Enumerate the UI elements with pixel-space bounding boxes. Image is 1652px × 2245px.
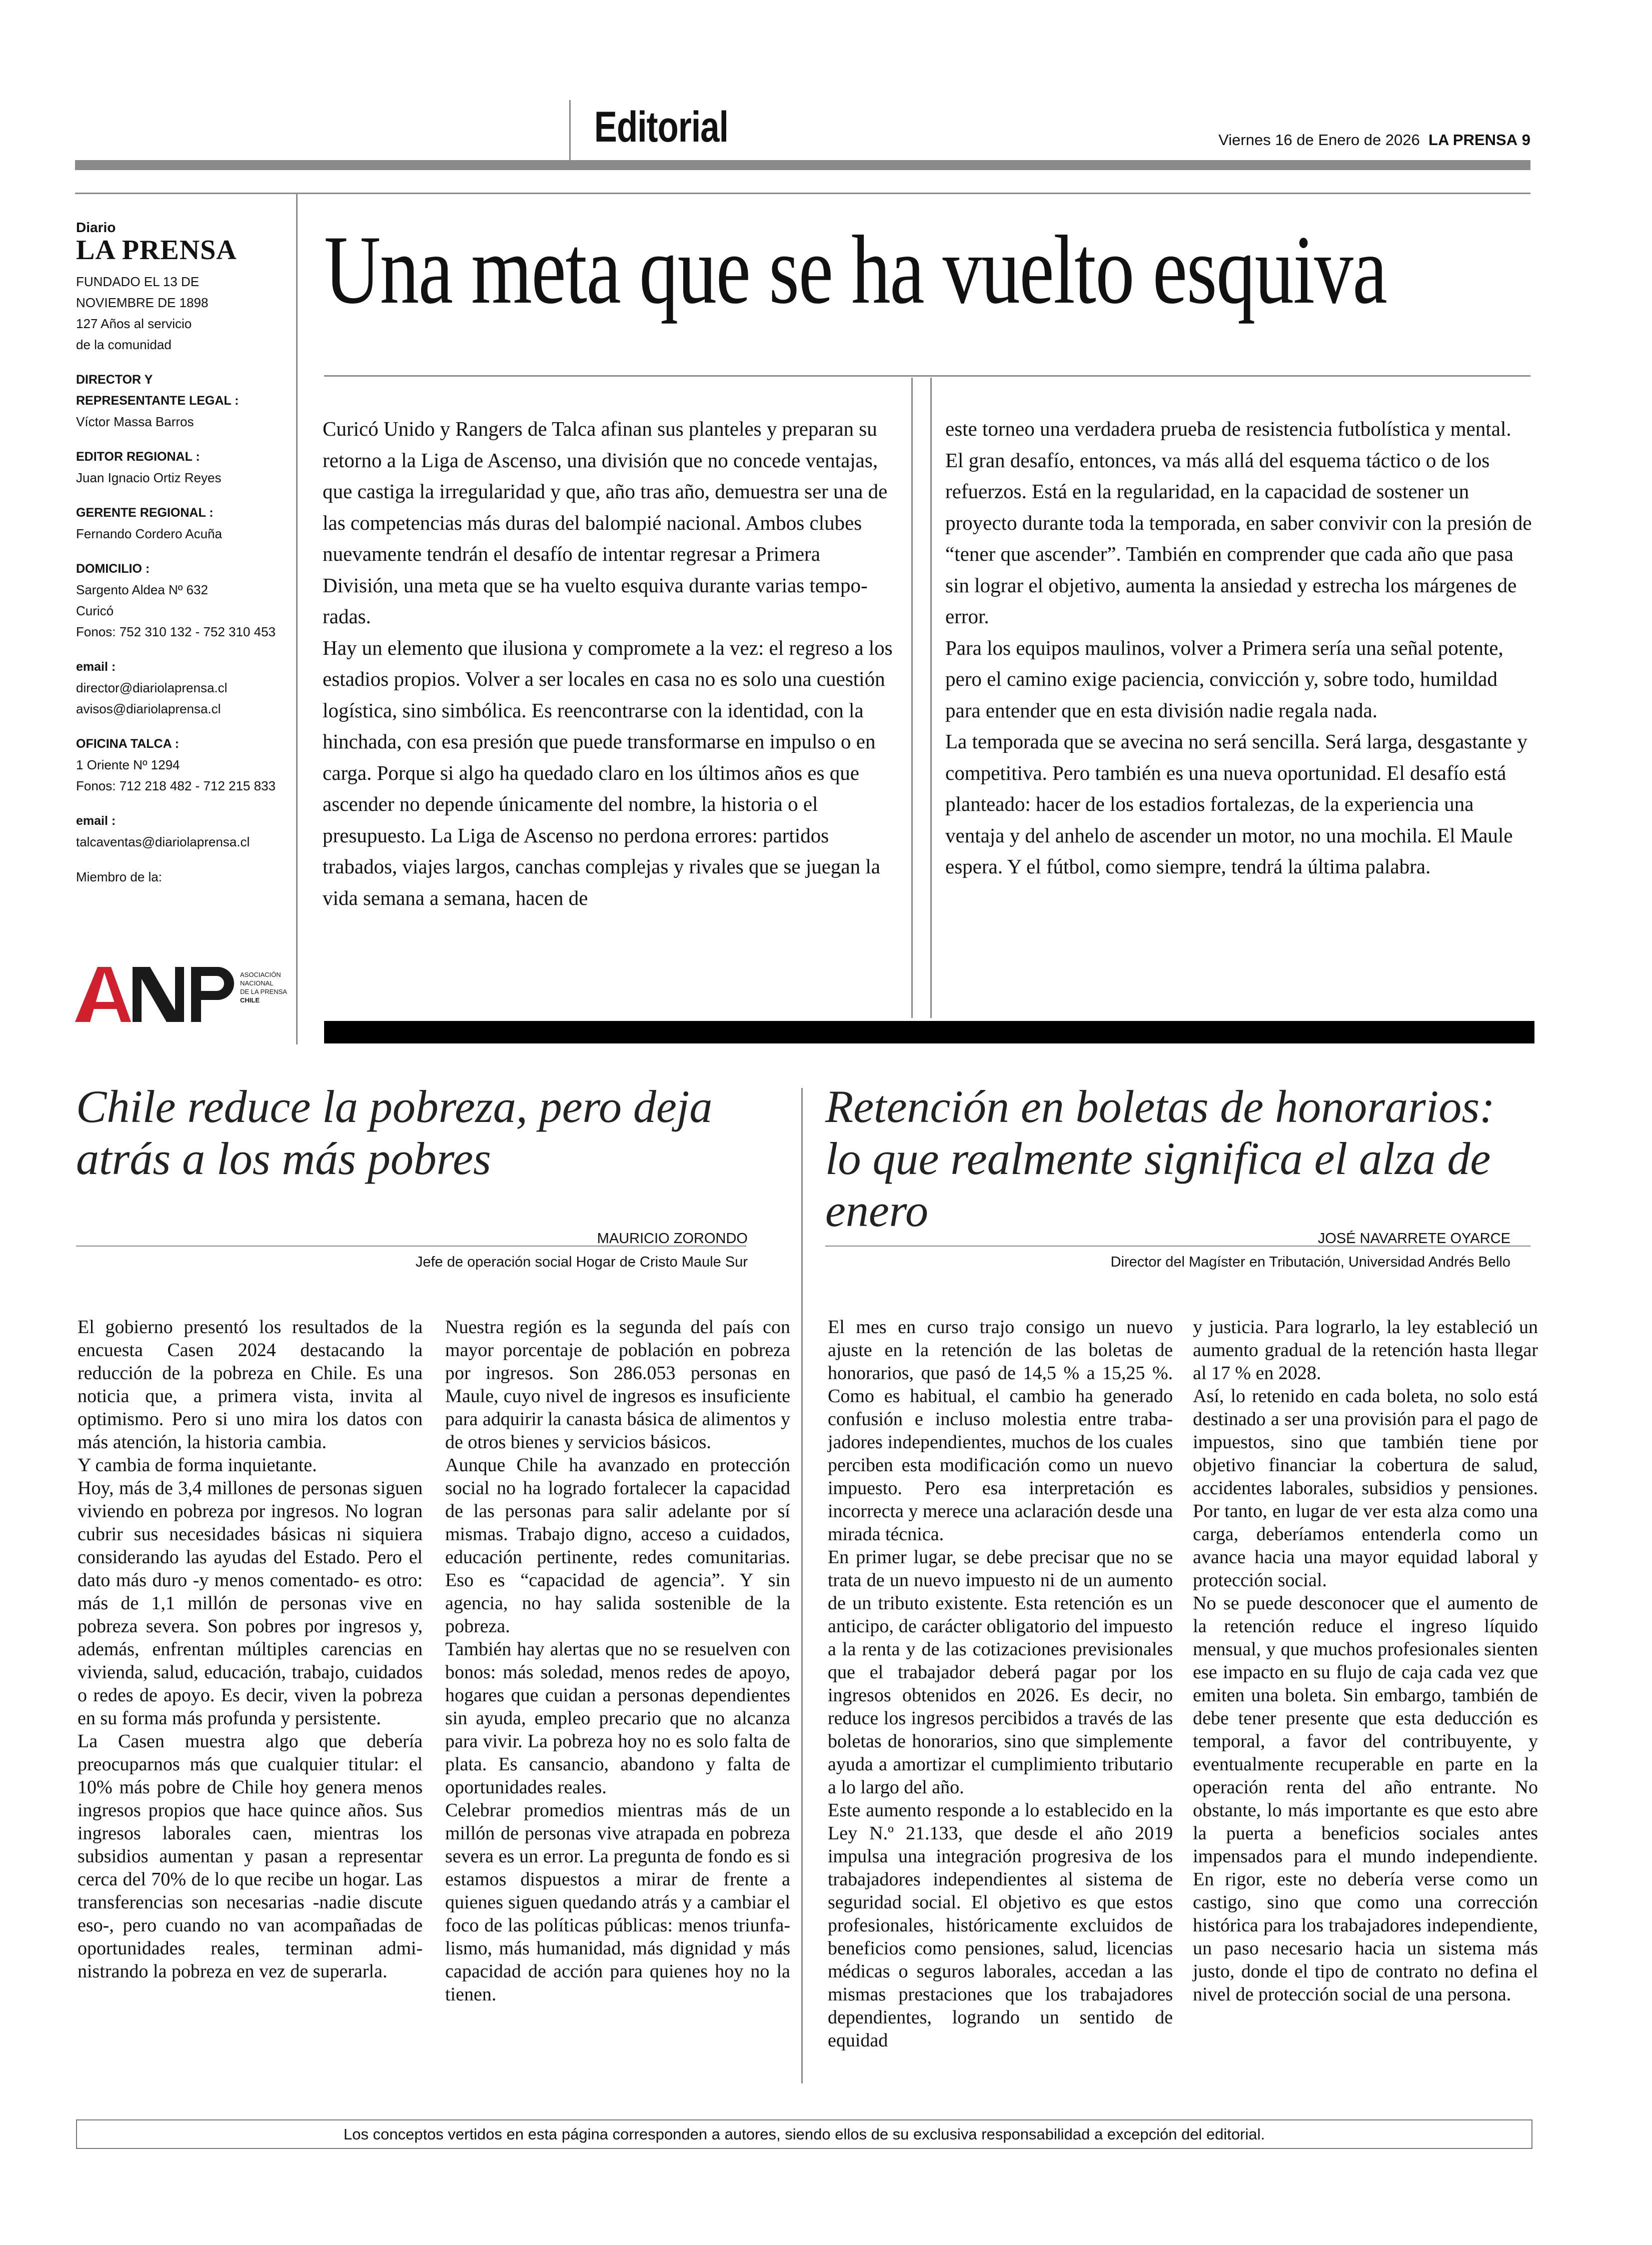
article1-column-2: Nuestra región es la segunda del país con mayor porcentaje de población en pobreza por ingresos. Son 286.053 personas en Maule, cuyo nivel de ingresos es insuficiente para adquirir la canasta básica de alimentos y de otros bienes y servicios básicos. Aunque Chile ha avanzado en protección social no ha logrado fortalecer la capacidad de las personas para salir adelante por sí mismas. Trabajo digno, acceso a cuidados, educación pertinente, redes comunitarias. Eso es “capacidad de agencia”. Y sin agencia, no hay salida sostenible de la pobreza. También hay alertas que no se resuelven con bonos: más soledad, menos redes de apoyo, hogares que cuidan a personas dependientes sin ayuda, empleo precario que no alcanza para vivir. La pobreza hoy no es solo falta de plata. Es cansancio, abandono y falta de oportunidades reales. Celebrar promedios mientras más de un millón de personas vive atrapada en pobreza severa es un error. La pregunta de fondo es si estamos dispuestos a mirar de frente a quienes siguen quedando atrás y a cambiar el foco de las políticas públicas: menos triunfalismo, más humanidad, más dignidad y más capacidad de acción para quienes hoy no la tienen. <box>445 1317 790 2005</box>
svg-text:DE LA PRENSA: DE LA PRENSA <box>240 988 287 995</box>
article2-title: Retención en boletas de honorarios: lo que realmente significa el alza de enero <box>825 1081 1495 1236</box>
editorial-paragraph: La temporada que se avecina no será sencilla. Será larga, desgastante y competitiva. Pero también es una nueva oportunidad. El desafío está planteado: hacer de los estadios fortalezas, de la experiencia una ventaja y del anhelo de ascender un motor, no una mochila. El Maule espera. Y el fútbol, como siempre, tendrá la última palabra. <box>945 730 1527 878</box>
editorial-paragraph: este torneo una verdadera prueba de resistencia futbolística y mental. <box>945 417 1511 440</box>
masthead-gerente: GERENTE REGIONAL : Fernando Cordero Acuña <box>76 506 222 541</box>
masthead-email-talca: email : talcaventas@diariolaprensa.cl <box>76 814 250 849</box>
article2-byline <box>1111 1231 1511 1271</box>
editorial-column-2 <box>945 413 1535 882</box>
masthead-domicilio: DOMICILIO : Sargento Aldea Nº 632 Curicó Fonos: 752 310 132 - 752 310 453 <box>76 562 276 639</box>
masthead-divider <box>296 194 298 1044</box>
footer-disclaimer: Los conceptos vertidos en esta página corresponden a autores, siendo ellos de su exclusiva responsabilidad a excepción del editorial. <box>76 2119 1532 2149</box>
editorial-bottom-bar <box>324 1021 1534 1043</box>
editorial-column-divider-b <box>930 378 932 1018</box>
masthead-diario: Diario <box>76 220 116 235</box>
article1-column-1: El gobierno presentó los resultados de la encuesta Casen 2024 destacando la reducción de la pobreza en Chile. Es una noticia que, a primera vista, invita al optimismo. Pero si uno mira los datos con más atención, la historia cambia. Y cambia de forma inquietante. Hoy, más de 3,4 millones de personas siguen viviendo en pobreza por ingresos. No logran cubrir sus necesidades básicas ni siquiera considerando las ayudas del Estado. Pero el dato más duro -y menos comentado- es otro: más de 1,1 millón de personas vive en pobreza severa. Son pobres por ingresos y, además, enfrentan múltiples carencias en vivienda, salud, educación, trabajo, cuidados o redes de apoyo. Es decir, viven la pobreza en su forma más profunda y persistente. La Casen muestra algo que debería preocuparnos más que cualquier titular: el 10% más pobre de Chile hoy genera menos ingresos propios que hace quince años. Sus ingresos laborales caen, mientras los subsidios aumentan y pasan a representar cerca del 70% de lo que recibe un hogar. Las transferencias son necesarias -nadie discute eso-, pero cuando no van acompañadas de oportunidades reales, terminan administrando la pobreza en vez de superarla. <box>78 1317 423 1982</box>
svg-text:ASOCIACIÓN: ASOCIACIÓN <box>240 971 281 978</box>
editorial-headline-rule <box>324 375 1530 377</box>
header-thick-rule <box>75 160 1530 170</box>
anp-logo <box>75 963 287 1023</box>
article2-author: JOSÉ NAVARRETE OYARCE <box>1317 1231 1510 1247</box>
svg-text:NACIONAL: NACIONAL <box>240 979 274 987</box>
section-title: Editorial <box>594 103 729 151</box>
header-thin-rule <box>75 193 1530 194</box>
editorial-headline: Una meta que se ha vuelto esquiva <box>324 216 1387 324</box>
editorial-paragraph: El gran desafío, entonces, va más allá del esquema táctico o de los refuerzos. Está en la regularidad, en la capacidad de sostener un proyecto durante toda la temporada, en saber convivir con la presión de “tener que ascender”. También en comprender que cada año que pasa sin lograr el objetivo, aumenta la ansiedad y estrecha los márgenes de error. <box>945 448 1532 628</box>
articles-divider <box>801 1088 803 2083</box>
editorial-column-1 <box>323 413 895 913</box>
date: Viernes 16 de Enero de 2026 <box>1218 131 1420 149</box>
article1-title: Chile reduce la pobreza, pero deja atrás a los más pobres <box>76 1081 713 1184</box>
date-line <box>1218 131 1530 149</box>
svg-text:CHILE: CHILE <box>240 996 260 1004</box>
editorial-paragraph: Hay un elemento que ilusiona y compromete a la vez: el regreso a los estadios propios. Volver a ser locales en casa no es solo una cuestión logística, sino simbólica. Es reencontrarse con la identidad, con la hinchada, con esa presión que puede transformarse en impulso o en carga. Porque si algo ha quedado claro en los últimos años es que ascender no depende únicamente del nombre, la historia o el presupuesto. La Liga de Ascenso no perdona errores: partidos trabados, viajes largos, canchas complejas y rivales que se juegan la vida semana a semana, hacen de <box>323 636 893 909</box>
masthead-member-label: Miembro de la: <box>76 869 162 884</box>
masthead-editor: EDITOR REGIONAL : Juan Ignacio Ortiz Reyes <box>76 450 222 485</box>
header-divider <box>569 100 571 160</box>
masthead-founded: FUNDADO EL 13 DE NOVIEMBRE DE 1898 127 Años al servicio de la comunidad <box>76 274 209 352</box>
editorial-paragraph: Para los equipos maulinos, volver a Primera sería una señal potente, pero el camino exige paciencia, convicción y, sobre todo, humildad para entender que en esta división nadie regala nada. <box>945 636 1503 722</box>
anp-logo-icon <box>75 963 287 1023</box>
masthead-director: DIRECTOR Y REPRESENTANTE LEGAL : Víctor Massa Barros <box>76 373 239 429</box>
article1-byline <box>416 1231 748 1271</box>
masthead-email: email : director@diariolaprensa.cl avisos@diariolaprensa.cl <box>76 660 228 716</box>
article1-role: Jefe de operación social Hogar de Cristo Maule Sur <box>415 1254 748 1270</box>
editorial-paragraph: Curicó Unido y Rangers de Talca afinan sus planteles y preparan su retorno a la Liga de Ascenso, una división que no concede ventajas, que castiga la irregularidad y que, año tras año, demuestra ser una de las competencias más duras del balompié nacional. Ambos clubes nuevamente tendrán el desafío de intentar regresar a Primera División, una meta que se ha vuelto esquiva durante varias temporadas. <box>323 417 888 628</box>
page-number: 9 <box>1521 131 1530 149</box>
publication-name: LA PRENSA <box>1428 131 1518 149</box>
article2-column-1: El mes en curso trajo consigo un nuevo ajuste en la retención de las boletas de honorarios, que pasó de 14,5 % a 15,25 %. Como es habitual, el cambio ha generado confusión e incluso molestia entre trabajadores independientes, muchos de los cuales perciben esta modificación como un nuevo impuesto. Pero esa interpretación es incorrecta y merece una aclaración desde una mirada técnica. En primer lugar, se debe precisar que no se trata de un nuevo impuesto ni de un aumento de un tributo existente. Esta retención es un anticipo, de carácter obligatorio del impuesto a la renta y de las cotizaciones previsionales que el trabajador deberá pagar por los ingresos obtenidos en 2026. Es decir, no reduce los ingresos percibidos a través de las boletas de honorarios, sino que simplemente ayuda a amortizar el cumplimiento tributario a lo largo del año. Este aumento responde a lo establecido en la Ley N.º 21.133, que desde el año 2019 impulsa una integración progresiva de los trabajadores independientes al sistema de seguridad social. El objetivo es que estos profesionales, históricamente excluidos de beneficios como pensiones, salud, licencias médicas o seguros laborales, accedan a las mismas prestaciones que los trabajadores dependientes, logrando un sentido de equidad <box>828 1317 1173 2051</box>
masthead-brand: LA PRENSA <box>76 235 237 266</box>
masthead-oficina-talca: OFICINA TALCA : 1 Oriente Nº 1294 Fonos: 712 218 482 - 712 215 833 <box>76 737 276 793</box>
article2-role: Director del Magíster en Tributación, Universidad Andrés Bello <box>1110 1254 1510 1270</box>
article2-column-2: y justicia. Para lograrlo, la ley estableció un aumento gradual de la retención hasta llegar al 17 % en 2028. Así, lo retenido en cada boleta, no solo está destinado a ser una provisión para el pago de impuestos, sino que también tiene por objetivo financiar la cobertura de salud, accidentes laborales, subsidios y pensiones. Por tanto, en lugar de ver esta alza como una carga, deberíamos entenderla como un avance hacia una mayor equidad laboral y protección social. No se puede desconocer que el aumento de la retención reduce el ingreso líquido mensual, y que muchos profesionales sienten ese impacto en su flujo de caja cada vez que emiten una boleta. Sin embargo, también de debe tener presente que esta deducción es temporal, a favor del contribuyente, y eventualmente recuperable en parte en la operación renta del año entrante. No obstante, lo más importante es que esto abre la puerta a beneficios sociales antes impensados para el mundo independiente. En rigor, este no debería verse como un castigo, sino que como una corrección histórica para los trabajadores independiente, un paso necesario hacia un sistema más justo, donde el tipo de contrato no defina el nivel de protección social de una persona. <box>1193 1317 1538 2005</box>
editorial-column-divider-a <box>911 378 913 1018</box>
article1-author: MAURICIO ZORONDO <box>597 1231 748 1247</box>
masthead <box>76 220 291 887</box>
